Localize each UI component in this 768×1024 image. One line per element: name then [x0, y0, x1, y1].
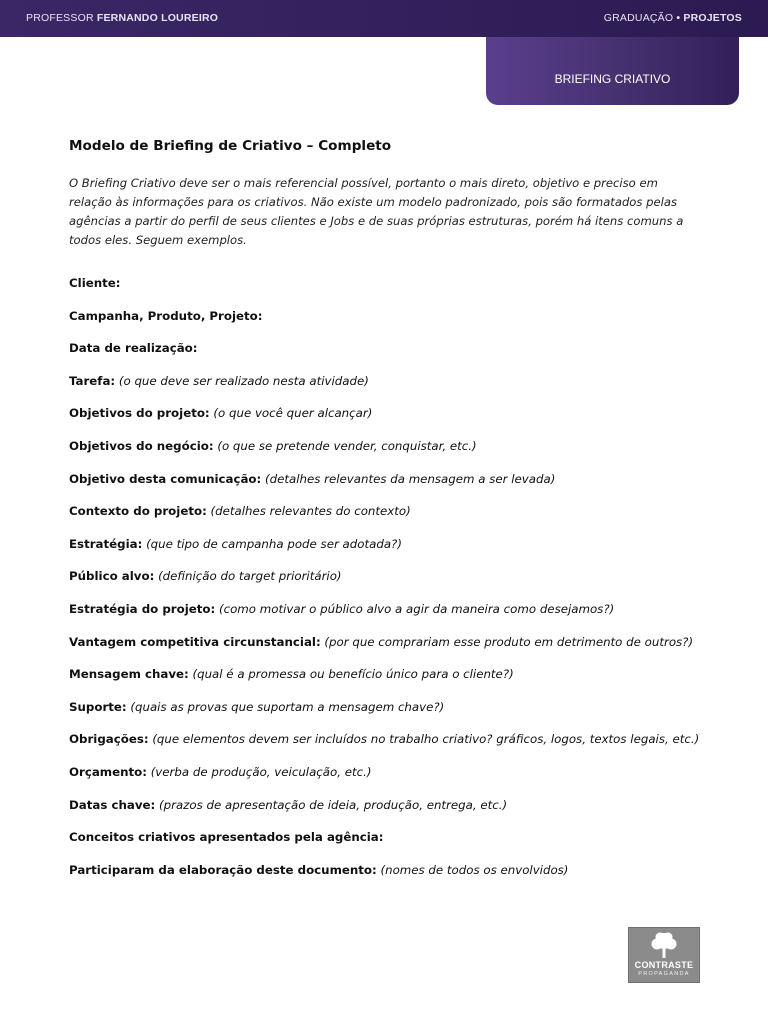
tree-icon: [629, 928, 699, 964]
field-label: Objetivos do projeto:: [69, 406, 210, 421]
section-tab-label: BRIEFING CRIATIVO: [554, 72, 671, 86]
field-hint: (definição do target prioritário): [158, 569, 342, 584]
field-hint: (que elementos devem ser incluídos no trabalho criativo? gráficos, logos, textos legais, etc.): [152, 732, 700, 747]
briefing-field: [69, 437, 699, 470]
header-author-name: FERNANDO LOUREIRO: [96, 12, 219, 24]
briefing-field: [69, 730, 699, 763]
field-label: Conceitos criativos apresentados pela agência:: [69, 830, 384, 845]
header-separator: •: [676, 12, 681, 24]
field-hint: (detalhes relevantes do contexto): [210, 504, 411, 519]
field-label: Participaram da elaboração deste documento:: [69, 862, 377, 877]
agency-logo: [628, 927, 700, 983]
briefing-field: [69, 339, 699, 372]
header-bar: [0, 0, 768, 37]
field-label: Data de realização:: [69, 341, 198, 356]
field-hint: (o que deve ser realizado nesta atividade): [118, 373, 369, 388]
field-hint: (verba de produção, veiculação, etc.): [150, 764, 372, 779]
field-label: Suporte:: [69, 699, 127, 714]
field-hint: (como motivar o público alvo a agir da maneira como desejamos?): [218, 601, 615, 616]
field-label: Campanha, Produto, Projeto:: [69, 308, 263, 323]
briefing-field: [69, 796, 699, 829]
field-label: Tarefa:: [69, 373, 116, 388]
briefing-field: [69, 470, 699, 503]
field-label: Mensagem chave:: [69, 667, 189, 682]
field-label: Obrigações:: [69, 732, 149, 747]
logo-name: CONTRASTE: [634, 960, 694, 970]
header-prefix: PROFESSOR: [26, 12, 94, 24]
briefing-field: [69, 567, 699, 600]
logo-tagline: PROPAGANDA: [638, 971, 690, 977]
field-hint: (prazos de apresentação de ideia, produção, entrega, etc.): [159, 797, 508, 812]
briefing-field: [69, 274, 699, 307]
field-label: Contexto do projeto:: [69, 504, 207, 519]
briefing-fields: [69, 274, 699, 893]
field-label: Cliente:: [69, 276, 121, 290]
field-hint: (o que você quer alcançar): [213, 406, 373, 421]
field-label: Datas chave:: [69, 797, 156, 812]
briefing-field: [69, 502, 699, 535]
briefing-field: [69, 600, 699, 633]
field-label: Público alvo:: [69, 569, 155, 584]
section-tab: [486, 37, 739, 105]
briefing-field: [69, 404, 699, 437]
field-label: Vantagem competitiva circunstancial:: [69, 634, 321, 649]
header-author: [26, 12, 218, 24]
briefing-field: [69, 698, 699, 731]
field-label: Estratégia:: [69, 536, 143, 551]
briefing-field: [69, 372, 699, 405]
field-label: Estratégia do projeto:: [69, 601, 216, 616]
briefing-field: [69, 307, 699, 340]
field-label: Objetivo desta comunicação:: [69, 471, 262, 486]
briefing-field: [69, 763, 699, 796]
field-hint: (quais as provas que suportam a mensagem chave?): [130, 699, 445, 714]
field-hint: (qual é a promessa ou benefício único para o cliente?): [192, 667, 514, 682]
field-hint: (por que comprariam esse produto em detrimento de outros?): [324, 634, 694, 649]
header-section: [604, 12, 742, 24]
field-label: Orçamento:: [69, 764, 147, 779]
briefing-field: [69, 633, 699, 666]
field-label: Objetivos do negócio:: [69, 438, 214, 453]
briefing-field: [69, 665, 699, 698]
header-section-label: GRADUAÇÃO: [603, 12, 674, 24]
field-hint: (que tipo de campanha pode ser adotada?): [146, 536, 402, 551]
briefing-field: [69, 861, 699, 894]
document-body: [69, 138, 699, 893]
field-hint: (detalhes relevantes da mensagem a ser levada): [265, 471, 556, 486]
field-hint: (nomes de todos os envolvidos): [380, 862, 569, 877]
field-hint: (o que se pretende vender, conquistar, etc.): [217, 438, 477, 453]
document-title: Modelo de Briefing de Criativo – Completo: [69, 138, 392, 154]
briefing-field: [69, 828, 699, 861]
document-intro: O Briefing Criativo deve ser o mais referencial possível, portanto o mais direto, objetivo e preciso em relação às informações para os criativos. Não existe um modelo padronizado, pois são formatados pelas agências a partir do perfil de seus clientes e Jobs e de suas próprias estruturas, porém há itens comuns a todos eles. Seguem exemplos.: [69, 176, 684, 247]
briefing-field: [69, 535, 699, 568]
header-area: PROJETOS: [683, 12, 742, 24]
